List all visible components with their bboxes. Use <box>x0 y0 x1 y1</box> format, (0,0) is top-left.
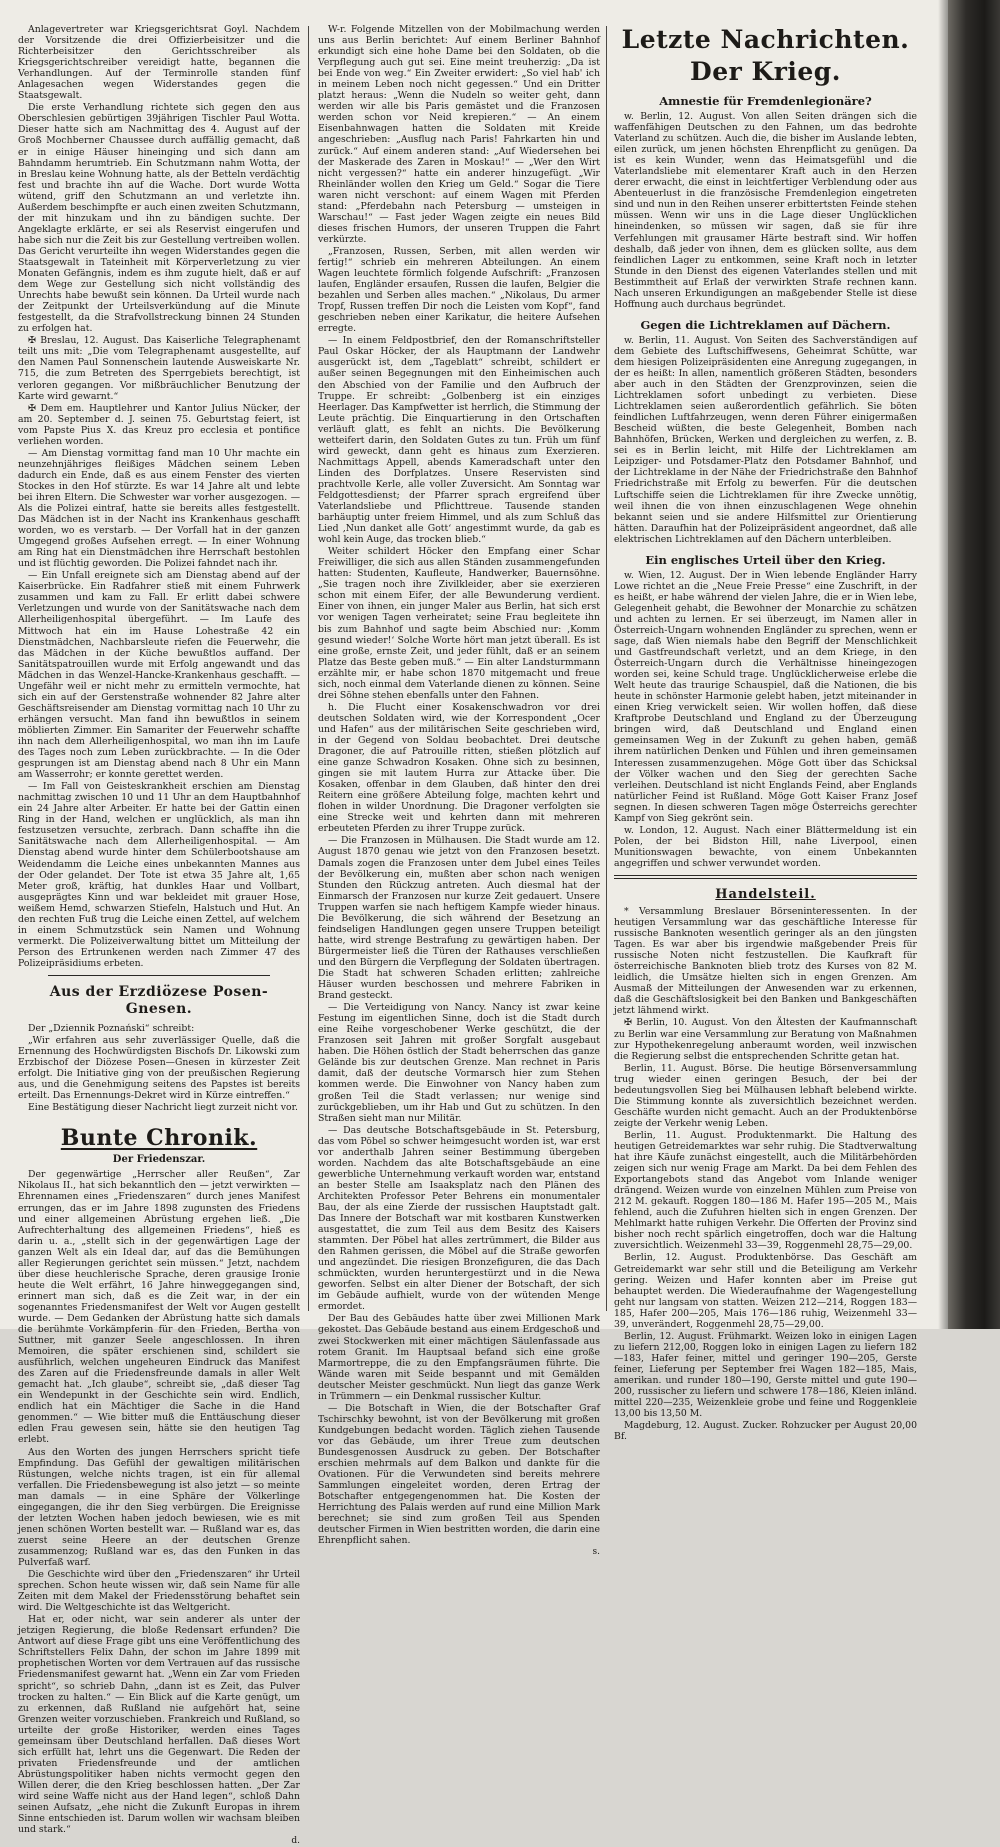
article-paragraph: „Franzosen, Russen, Serben, mit allen werden wir fertig!“ schrieb ein mehreren Abteilungen. An einem Wagen leuchtete förmlich folgende Aufschrift: „Franzosen laufen, Engländer ersaufen, Russen die laufen, Belgier die bezahlen und Serben alles machen.“ „Nikolaus, Du armer Tropf, Russen treffen Dir noch die Leisten vom Kopf“, fand geschrieben neben einer Karikatur, die heitere Aufsehen erregte. <box>318 245 600 335</box>
author-mark: d. <box>291 1836 300 1847</box>
article-paragraph: Der Bau des Gebäudes hatte über zwei Millionen Mark gekostet. Das Gebäude bestand aus einem Erdgeschoß und zwei Stockwerken mit einer mächtigen Säulenfassade aus rotem Granit. Im Hauptsaal befand sich eine große Marmortreppe, die zu den Empfangsräumen führte. Die Wände waren mit Seide bespannt und mit Gemälden deutscher Meister geschmückt. Nun liegt das ganze Werk in Trümmern — ein Denkmal russischer Kultur. <box>318 1313 600 1402</box>
column-rule <box>606 26 607 1311</box>
article-paragraph: w. Berlin, 11. August. Von Seiten des Sachverständigen auf dem Gebiete des Luftschiffwesens, Geheimrat Schütte, war dem hiesigen Polizeipräsidenten eine Anregung zugegangen, in der es heißt: In allen, namentlich größeren Städten, besonders aber auch in den Städten der Grenzprovinzen, seien die Lichtreklamen sofort unbedingt zu verbieten. Diese Lichtreklamen seien außerordentlich gefährlich. Sie böten feindlichen Luftfahrzeugen, wenn deren Führer einigermaßen Bescheid wüßten, die beste Gelegenheit, Bomben nach Bahnhöfen, Brücken, Werken und dergleichen zu werfen, z. B. sei es in Berlin leicht, mit Hilfe der Lichtreklamen am Leipziger- und Potsdamer-Platz den Potsdamer Bahnhof, und der Lichtreklame in der Nähe der Friedrichstraße den Bahnhof Friedrichstraße mit Erfolg zu bewerfen. Für die deutschen Luftschiffe seien die Lichtreklamen für ihre Zwecke unnötig, weil ihnen die von ihnen einzuschlagenen Wege ohnehin bekannt seien und sie andere Hilfsmittel zur Orientierung hätten. Daraufhin hat der Polizeipräsident angeordnet, daß alle elektrischen Lichtreklamen auf den Dächern unterbleiben. <box>614 334 917 545</box>
article-paragraph: Die erste Verhandlung richtete sich gegen den aus Oberschlesien gebürtigen 39jährigen Tischler Paul Wotta. Dieser hatte sich am Nachmittag des 4. August auf der Groß Mochberner Chaussee durch auffällig gemacht, daß er in einige Häuser hineinging und sich dann am Bahndamm herumtrieb. Ein Schutzmann nahm Wotta, der in Breslau keine Wohnung hatte, als der Betteln verdächtig fest und brachte ihn auf die Wache. Dort wurde Wotta wütend, griff den Schutzmann an und verletzte ihn. Außerdem beschimpfte er auch einen zweiten Schutzmann, der mit hinzukam und ihn zu bändigen suchte. Der Angeklagte erklärte, er sei als Reservist eingerufen und habe sich nur die Zeit bis zur Gestellung vertreiben wollen. Das Gericht verurteilte ihn wegen Widerstandes gegen die Staatsgewalt in Tateinheit mit Körperverletzung zu vier Monaten Gefängnis, indem es ihm zugute hielt, daß er auf dem Wege zur Gestellung sich nicht vollständig des Unrechts habe bewußt sein können. Da Urteil wurde nach der Zeitpunkt der Urteilsverkündung auf die Minute festgestellt, da die Strafvollstreckung binnen 24 Stunden zu erfolgen hat. <box>18 102 300 335</box>
author-mark: s. <box>592 1547 600 1558</box>
section-heading: Aus der Erzdiözese Posen-Gnesen. <box>49 983 269 1017</box>
market-report: Berlin, 12. August. Frühmarkt. Weizen loko in einigen Lagen zu liefern 212,00, Roggen loko in einigen Lagen zu liefern 182—183, Hafer feiner, mittel und geringer 190—205, Gerste feiner, Lieferung per September frei Wagen 182—185, Mais, amerikan. und runder 180—190, Gerste mittel und gute 190—200, russischer zu liefern und schwere 178—186, Kleien inländ. mittel 220—235, Weizenkleie grobe und feine und Roggenkleie 13,00 bis 13,50 M. <box>614 1330 917 1420</box>
section-divider <box>614 875 917 879</box>
market-report: Berlin, 11. August. Produktenmarkt. Die Haltung des heutigen Getreidemarktes war sehr ruhig. Die Stadtverwaltung hat ihre Käufe zunächst eingestellt, auch die Militärbehörden zeigen sich nur wenig Frage am Markt. Da bei dem Fehlen des Exportangebots stand das Angebot vom Inlande weniger drängend. Weizen wurde von einzelnen Mühlen zum Preise von 212 M. gekauft. Roggen 180—186 M. Hafer 195—205 M., Mais fehlend, auch die Zufuhren hielten sich in engen Grenzen. Der Mehlmarkt hatte ruhigen Verkehr. Die Offerten der Provinz sind bisher noch recht spärlich eingetroffen, doch war die Haltung zuversichtlich. Weizenmehl 33—39, Roggenmehl 28,75—29,00. <box>614 1129 917 1252</box>
market-report: Berlin, 12. August. Produktenbörse. Das Geschäft am Getreidemarkt war sehr still und die Beteiligung am Verkehr gering. Weizen und Hafer konnten aber im Preise gut behauptet werden. Die Wiederaufnahme der Wagengestellung geht nur langsam von statten. Weizen 212—214, Roggen 183—185, Hafer 200—205, Mais 176—186 ruhig, Weizenmehl 33—39, unverändert, Roggenmehl 28,75—29,00. <box>614 1252 917 1330</box>
market-report: * Versammlung Breslauer Börseninteressenten. In der heutigen Versammlung war das geschäftliche Interesse für russische Banknoten wesentlich geringer als an den jüngsten Tagen. Es war aber bis irgendwie maßgebender Preis für russische Noten nicht festzustellen. Die Kaufkraft für österreichische Banknoten blieb trotz des Kurses von 82 M. leidlich, die Umsätze hielten sich in engen Grenzen. Am Ausmaß der Mitteilungen der Anwesenden war zu erkennen, daß die Geschäftslosigkeit bei den Banken und Bankgeschäften jetzt lähmend wirkt. <box>614 906 917 1017</box>
article-paragraph: w. Wien, 12. August. Der in Wien lebende Engländer Harry Lowe richtet an die „Neue Freie Presse“ eine Zuschrift, in der es heißt, er habe während der vielen Jahre, die er in Wien lebe, Gelegenheit gehabt, die Bewohner der Monarchie zu schätzen und achten zu lernen. Er sei überzeugt, im Namen aller in Österreich-Ungarn wohnenden Engländer zu sprechen, wenn er sage, daß Wien niemals habe den Begriff der Menschlichkeit und Gastfreundschaft verletzt, und an dem Kriege, in den Österreich-Ungarn durch die Verhältnisse hineingezogen worden sei, keine Schuld trage. Unglücklicherweise erlebe die Welt heute das traurige Schauspiel, daß die Nationen, die bis heute in schönster Harmonie gelebt haben, jetzt miteinander in einen Krieg verwickelt seien. Wir wollen hoffen, daß diese Kraftprobe Deutschland und England zu der Überzeugung bringen wird, daß Deutschland und England einen gemeinsamen Weg in der Zukunft zu gehen haben, gemäß ihrem natürlichen Denken und Fühlen und ihren gemeinsamen Interessen zusammenzugehen. Möge Gott über das Schicksal der Völker wachen und den Sieg der gerechten Sache verleihen. Deutschland ist nicht Englands Feind, aber Englands natürlicher Feind ist Rußland. Möge Gott Kaiser Franz Josef segnen. In diesen schweren Tagen möge Österreichs gerechter Kampf von Sieg gekrönt sein. <box>614 569 917 824</box>
news-item: — Am Dienstag vormittag fand man 10 Uhr machte ein neunzehnjähriges fleißiges Mädchen seinem Leben dadurch ein Ende, daß es aus einem Fenster des vierten Stockes in den Hof stürzte. Es war 14 Jahre alt und lebte bei ihren Eltern. Die Schwester war vorher ausgezogen. — Als die Polizei eintraf, hatte sie bereits alles festgestellt. Das Mädchen ist in der Nacht ins Krankenhaus geschafft worden, wo es verstarb. — Der Vorfall hat in der ganzen Umgegend großes Aufsehen erregt. — In einer Wohnung am Ring hat ein Dienstmädchen ihre Herrschaft bestohlen und ist flüchtig geworden. Die Polizei fahndet nach ihr. <box>18 447 300 570</box>
section-heading: Bunte Chronik. <box>60 1125 258 1152</box>
news-item: ✠ Dem em. Hauptlehrer und Kantor Julius Nücker, der am 20. September d. J. seinen 75. Geburtstag feiert, ist vom Papste Pius X. das Kreuz pro ecclesia et pontifice verliehen worden. <box>18 402 300 447</box>
column-rule <box>308 26 309 1311</box>
article-paragraph: Weiter schildert Höcker den Empfang einer Schar Freiwilliger, die sich aus allen Ständen zusammengefunden hatten: Studenten, Kaufleute, Handwerker, Bauernsöhne. „Sie tragen noch ihre Zivilkleider, aber sie exerzieren schon mit einem Eifer, der alle Bewunderung verdient. Einer von ihnen, ein junger Maler aus Berlin, hat sich erst vor wenigen Tagen verheiratet; seine Frau begleitete ihn bis zum Bahnhof und sagte beim Abschied nur: ‚Komm gesund wieder!‘ Solche Worte hört man jetzt überall. Es ist eine große, ernste Zeit, und jeder fühlt, daß er an seinem Platze das Beste geben muß.“ — Ein alter Landsturmmann erzählte mir, er habe schon 1870 mitgemacht und freue sich, noch einmal dem Vaterlande dienen zu können. Seine drei Söhne stehen ebenfalls unter den Fahnen. <box>318 546 600 701</box>
column-middle <box>318 24 600 1558</box>
article-paragraph: Hat er, oder nicht, war sein anderer als unter der jetzigen Regierung, die bloße Redensart erfunden? Die Antwort auf diese Frage gibt uns eine Veröffentlichung des Schriftstellers Felix Dahn, der schon im Jahre 1899 mit prophetischen Worten vor dem Vertrauen auf das russische Friedensmanifest gewarnt hat. „Wenn ein Zar vom Frieden spricht“, so schrieb Dahn, „dann ist es Zeit, das Pulver trocken zu halten.“ — Ein Blick auf die Karte genügt, um zu erkennen, daß Rußland nie aufgehört hat, seine Grenzen weiter vorzuschieben. Frankreich und Rußland, so urteilte der große Historiker, werden eines Tages gemeinsam über Deutschland herfallen. Daß dieses Wort sich erfüllt hat, lehrt uns die Gegenwart. Die Reden der privaten Friedensfreunde und der amtlichen Abrüstungspolitiker haben nichts vermocht gegen den Willen derer, die den Krieg beschlossen hatten. „Der Zar wird seine Waffe nicht aus der Hand legen“, schloß Dahn seinen Aufsatz, „ehe nicht die Zukunft Europas in ihrem Sinne entschieden ist. Darum wollen wir wachsam bleiben und stark.“ <box>18 1614 300 1836</box>
news-item: ✠ Breslau, 12. August. Das Kaiserliche Telegraphenamt teilt uns mit: „Die vom Telegraphenamt ausgestellte, auf den Namen Paul Sonnenschein lautende Ausweiskarte Nr. 715, die zum Betreten des Sperrgebiets berechtigt, ist verloren gegangen. Vor mißbräuchlicher Benutzung der Karte wird gewarnt.“ <box>18 335 300 402</box>
market-report: ✠ Berlin, 10. August. Von den Ältesten der Kaufmannschaft zu Berlin war eine Versammlung zur Beratung von Maßnahmen zur Hypothekenregelung anberaumt worden, weil inzwischen die Regierung selbst die entsprechenden Schritte getan hat. <box>614 1017 917 1062</box>
article-paragraph: Aus den Worten des jungen Herrschers spricht tiefe Empfindung. Das Gefühl der gewaltigen militärischen Rüstungen, welche nichts tragen, ist ein für allemal verfallen. Die Friedensbewegung ist also jetzt — so meinte man damals — in eine Sphäre der Völkerlinge eingegangen, die ihr den Sieg verbürgen. Die Ereignisse der letzten Wochen haben jedoch bewiesen, wie es mit jenen schönen Worten bestellt war. — Rußland war es, das zuerst seine Heere an der deutschen Grenze zusammenzog; Rußland war es, das den Funken in das Pulverfaß warf. <box>18 1446 300 1568</box>
book-binding <box>948 0 1000 1329</box>
article-paragraph: Die Geschichte wird über den „Friedenszaren“ ihr Urteil sprechen. Schon heute wissen wir, daß sein Name für alle Zeiten mit dem Makel der Friedensstörung behaftet sein wird. Die Weltgeschichte ist das Weltgericht. <box>18 1569 300 1614</box>
column-right <box>614 24 917 1443</box>
article-paragraph: — Die Franzosen in Mülhausen. Die Stadt wurde am 12. August 1870 genau wie jetzt von den Franzosen besetzt. Damals zogen die Franzosen unter dem Jubel eines Teiles der Bevölkerung ein, mußten aber schon nach wenigen Stunden den Rückzug antreten. Auch diesmal hat der Einmarsch der Franzosen nur kurze Zeit gedauert. Unsere Truppen warfen sie nach heftigem Kampfe wieder hinaus. Die Bevölkerung, die sich während der Besetzung an feindseligen Handlungen gegen unsere Truppen beteiligt hatte, wird strenge Bestrafung zu gewärtigen haben. Der Bürgermeister ließ die Türen der Rathauses verschließen und den Bürgern die Verpflegung der Soldaten übertragen. Die Stadt hat schweren Schaden erlitten; zahlreiche Häuser wurden beschossen und mehrere Fabriken in Brand gesteckt. <box>318 835 600 1002</box>
section-heading: Letzte Nachrichten. <box>621 25 910 54</box>
article-paragraph: Der „Dziennik Poznański“ schreibt: <box>28 1022 195 1034</box>
section-heading: Handelsteil. <box>715 887 816 902</box>
article-title: Gegen die Lichtreklamen auf Dächern. <box>640 317 891 332</box>
news-item: — Im Fall von Geisteskrankheit erschien am Dienstag nachmittag zwischen 10 und 11 Uhr an dem Hauptbahnhof ein 24 Jahre alter Arbeiter. Er hatte bei der Gattin einen Ring in der Hand, welchen er unglücklich, als man ihn festzusetzen versuchte, zerbrach. Dann schaffte ihn die Sanitätswache nach dem Allerheiligenhospital. — Am Dienstag abend wurde hinter dem Schülerbootshause am Weidendamm die Leiche eines unbekannten Mannes aus der Oder gelandet. Der Tote ist etwa 35 Jahre alt, 1,65 Meter groß, kräftig, hat dunkles Haar und Vollbart, ausgeprägtes Kinn und war bekleidet mit grauer Hose, weißem Hemd, schwarzen Stiefeln, Halstuch und Hut. An den rechten Fuß trug die Leiche einen Zettel, auf welchem in einem Schmutzstück sein Namen und Wohnung vermerkt. Die Polizeiverwaltung bittet um Mitteilung der Person des Ertrunkenen werden nach Zimmer 47 des Polizeipräsidiums erbeten. <box>18 781 300 969</box>
article-paragraph: h. Die Flucht einer Kosakenschwadron vor drei deutschen Soldaten wird, wie der Korrespondent „Ocer und Hafen“ aus der militärischen Seite geschrieben wird, in der Gegend von Soldau beobachtet. Drei deutsche Dragoner, die auf Patrouille ritten, stießen plötzlich auf eine ganze Schwadron Kosaken. Ohne sich zu besinnen, gingen sie mit lautem Hurra zur Attacke über. Die Kosaken, offenbar in dem Glauben, daß hinter den drei Reitern eine größere Abteilung folge, machten kehrt und flohen in wilder Unordnung. Die Dragoner verfolgten sie eine Strecke weit und kehrten dann mit mehreren erbeuteten Pferden zu ihrer Truppe zurück. <box>318 701 600 835</box>
article-paragraph: „Wir erfahren aus sehr zuverlässiger Quelle, daß die Ernennung des Hochwürdigsten Bischofs Dr. Likowski zum Erzbischof der Diözese Posen—Gnesen in kürzester Zeit erfolgt. Die Initiative ging von der preußischen Regierung aus, und die Genehmigung seitens des Papstes ist bereits erteilt. Das Ernennungs-Dekret wird in Kürze eintreffen.“ <box>18 1035 300 1102</box>
article-paragraph: w. Berlin, 12. August. Von allen Seiten drängen sich die waffenfähigen Deutschen zu den Fahnen, um das bedrohte Vaterland zu schützen. Auch die, die bisher im Auslande lebten, eilen zurück, um jenen höchsten Ehrenpflicht zu genügen. Da ist es kein Wunder, wenn das Heimatsgefühl und die Vaterlandsliebe mit elementarer Kraft auch in den Herzen derer erwacht, die einst in leichtfertiger Verblendung oder aus Abenteuerlust in die französische Fremdenlegion eingetreten sind und nun in den Reihen unserer erbittertsten Feinde stehen müssen. Wenn wir uns in die Lage dieser Unglücklichen hineindenken, so müssen wir sagen, daß sie für ihre Verfehlungen mit grausamer Härte bestraft sind. Wir hoffen deshalb, daß jeder von ihnen, dem es glücken sollte, aus dem feindlichen Lager zu entkommen, seine Kraft noch in letzter Stunde in den Dienst des eigenen Vaterlandes stellen und mit Bestimmtheit auf Erlaß der verwirkten Strafe rechnen kann. Nach unseren Erkundigungen an maßgebender Stelle ist diese Hoffnung auch durchaus begründet. <box>614 111 917 310</box>
article-paragraph: — Das deutsche Botschaftsgebäude in St. Petersburg, das vom Pöbel so schwer heimgesucht worden ist, war erst vor anderthalb Jahren seiner Bestimmung übergeben worden. Nachdem das alte Botschaftsgebäude an eine gewerbliche Unternehmung verkauft worden war, entstand an bester Stelle am Isaaksplatz nach den Plänen des Architekten Professor Peter Behrens ein monumentaler Bau, der als eine Zierde der russischen Hauptstadt galt. Das Innere der Botschaft war mit kostbaren Kunstwerken ausgestattet, die zum Teil aus dem Besitz des Kaisers stammten. Der Pöbel hat alles zertrümmert, die Bilder aus den Rahmen gerissen, die Möbel auf die Straße geworfen und angezündet. Die riesigen Bronzefiguren, die das Dach schmückten, wurden heruntergestürzt und in die Newa geworfen. Selbst ein alter Diener der Botschaft, der sich im Gebäude aufhielt, wurde von der wütenden Menge ermordet. <box>318 1124 600 1313</box>
news-item: — Ein Unfall ereignete sich am Dienstag abend auf der Kaiserbrücke. Ein Radfahrer stieß mit einem Fuhrwerk zusammen und kam zu Fall. Er erlitt dabei schwere Verletzungen und wurde von der Sanitätswache nach dem Allerheiligenhospital übergeführt. — Im Laufe des Mittwoch hat ein im Hause Lohestraße 42 ein Dienstmädchen, Nachbarsleute riefen die Feuerwehr, die das Mädchen in der Küche bewußtlos auffand. Der Sanitätspatrouillen wurde mit Erfolg angewandt und das Mädchen in das Wenzel-Hancke-Krankenhaus geschafft. — Ungefähr weil er nicht mehr zu ermitteln vermochte, hat sich ein auf der Gerstenstraße wohnender 82 Jahre alter Geschäftsreisender am Dienstag vormittag nach 10 Uhr zu erhängen versucht. Man fand ihn bewußtlos in seinem möblierten Zimmer. Ein Samariter der Feuerwehr schaffte ihn nach dem Allerheiligenhospital, wo man ihn im Laufe des Tages noch zum Leben zurückbrachte. — In die Oder gesprungen ist am Dienstag abend nach 8 Uhr ein Mann am Wasserrohr; er konnte gerettet werden. <box>18 570 300 781</box>
article-paragraph: — In einem Feldpostbrief, den der Romanschriftsteller Paul Oskar Höcker, der als Hauptmann der Landwehr ausgerückt ist, dem „Tageblatt“ schreibt, schildert er außer seinen Begegnungen mit den Einheimischen auch den Abschied von der Familie und den Aufbruch der Truppe. Er schreibt: „Golbenberg ist ein einziges Heerlager. Das Kampfwetter ist herrlich, die Stimmung der Leute prächtig. Die Einquartierung in den Ortschaften verläuft glatt, es fehlt an nichts. Die Bevölkerung wetteifert darin, den Soldaten Gutes zu tun. Früh um fünf wird geweckt, dann geht es hinaus zum Exerzieren. Nachmittags Appell, abends Kameradschaft unter den Linden des Dorfplatzes. Unsere Reservisten sind prachtvolle Kerle, alle voller Zuversicht. Am Sonntag war Feldgottesdienst; der Pfarrer sprach ergreifend über Vaterlandsliebe und Pflichttreue. Tausende standen barhäuptig unter freiem Himmel, und als zum Schluß das Lied ‚Nun danket alle Gott‘ angestimmt wurde, da gab es wohl kein Auge, das trocken blieb.“ <box>318 335 600 546</box>
article-paragraph: Anlagevertreter war Kriegsgerichtsrat Goyl. Nachdem der Vorsitzende die drei Offizierbeisitzer und die Richterbeisitzer den Gerichtsschreiber als Kriegsgerichtschreiber vereidigt hatte, begannen die Verhandlungen. Auf der Terminrolle standen fünf Anlagesachen wegen Widerstandes gegen die Staatsgewalt. <box>18 24 300 102</box>
article-paragraph: w. London, 12. August. Nach einer Blättermeldung ist ein Polen, der bei Bidston Hill, nahe Liverpool, einen Munitionswagen bewachte, von einem Unbekannten angegriffen und schwer verwundet worden. <box>614 824 917 869</box>
article-paragraph: Eine Bestätigung dieser Nachricht liegt zurzeit nicht vor. <box>28 1102 298 1114</box>
article-title: Der Friedenszar. <box>112 1154 206 1166</box>
article-paragraph: — Die Botschaft in Wien, die der Botschafter Graf Tschirschky bewohnt, ist von der Bevölkerung mit großen Kundgebungen bedacht worden. Täglich ziehen Tausende vor das Gebäude, um ihrer Treue zum deutschen Bundesgenossen Ausdruck zu geben. Der Botschafter erschien mehrmals auf dem Balkon und dankte für die Ovationen. Für die Verwundeten sind bereits mehrere Sammlungen eingeleitet worden, deren Ertrag der Botschafter entgegengenommen hat. Die Kosten der Herrichtung des Palais werden auf rund eine Million Mark berechnet; sie sind zum großen Teil aus Spenden deutscher Firmen in Wien bestritten worden, die darin eine Ehrenpflicht sahen. <box>318 1402 600 1547</box>
article-paragraph: — Die Verteidigung von Nancy. Nancy ist zwar keine Festung im eigentlichen Sinne, doch ist die Stadt durch eine Reihe vorgeschobener Werke geschützt, die der Franzosen seit Jahren mit großer Sorgfalt ausgebaut haben. Die Höhen östlich der Stadt beherrschen das ganze Gelände bis zur deutschen Grenze. Man rechnet in Paris damit, daß der deutsche Vormarsch hier zum Stehen kommen werde. Die Einwohner von Nancy haben zum großen Teil die Stadt verlassen; nur wenige sind zurückgeblieben, um ihr Hab und Gut zu schützen. In den Straßen sieht man nur Militär. <box>318 1002 600 1124</box>
article-title: Ein englisches Urteil über den Krieg. <box>645 552 886 567</box>
section-divider <box>48 975 270 976</box>
market-report: Magdeburg, 12. August. Zucker. Rohzucker per August 20,00 Bf. <box>614 1420 917 1443</box>
section-heading: Der Krieg. <box>690 57 841 86</box>
column-left <box>18 24 300 1847</box>
article-paragraph: W-r. Folgende Mitzellen von der Mobilmachung werden uns aus Berlin berichtet: Auf einem Berliner Bahnhof erkundigt sich eine hohe Dame bei den Soldaten, ob die Verpflegung auch gut sei. Eine meint treuherzig: „Da ist bei Ende von weg.“ Ein Zweiter erwidert: „So viel hab' ich in meinem Leben noch nicht gegessen.“ Und ein Dritter platzt heraus: „Wenn die Nudeln so weiter geht, dann werden wir alle bis Paris gemästet und die Franzosen werden schon vor Neid krepieren.“ — An einem Eisenbahnwagen hatten die Soldaten mit Kreide angeschrieben: „Ausflug nach Paris! Fahrkarten hin und zurück.“ Auf einem anderen stand: „Auf Wiedersehen bei der Maskerade des Zaren in Moskau!“ — „Wer den Wirt nicht vergessen?“ hatte ein anderer hinzugefügt. „Wir Rheinländer wollen den Krieg um Geld.“ Sogar die Tiere waren nicht verschont: auf einem Wagen mit Pferden stand: „Pferdebahn nach Petersburg — umsteigen in Warschau!“ — Fast jeder Wagen zeigte ein neues Bild dieses frischen Humors, der unseren Truppen die Fahrt verkürzte. <box>318 24 600 245</box>
article-title: Amnestie für Fremdenlegionäre? <box>659 94 872 108</box>
article-paragraph: Der gegenwärtige „Herrscher aller Reußen“, Zar Nikolaus II., hat sich bekanntlich den — jetzt verwirkten — Ehrennamen eines „Friedenszaren“ durch jenes Manifest errungen, das er im Jahre 1898 zugunsten des Friedens und einer allgemeinen Abrüstung ergehen ließ. „Die Aufrechterhaltung des allgemeinen Friedens“, hieß es darin u. a., „stellt sich in der gegenwärtigen Lage der ganzen Welt als ein Ideal dar, auf das die Bemühungen aller Regierungen gerichtet sein müssen.“ Jetzt, nachdem über diese heuchlerische Sprache, deren grausige Ironie heute die Welt erfährt, 16 Jahre hinweggegangen sind, erinnert man sich, daß es die Zeit war, in der ein sogenanntes Friedensmanifest der Welt vor Augen gestellt wurde. — Dem Gedanken der Abrüstung hatte sich damals die berühmte Vorkämpferin für den Frieden, Bertha von Suttner, mit ganzer Seele angeschlossen. In ihren Memoiren, die später erschienen sind, schildert sie ausführlich, welchen ungeheuren Eindruck das Manifest des Zaren auf die Friedensfreunde damals in aller Welt gemacht hat. „Ich glaube“, schreibt sie, „daß dieser Tag ein Wendepunkt in der Geschichte sein wird. Endlich, endlich hat ein Mächtiger die Sache in die Hand genommen.“ — Wie bitter muß die Enttäuschung dieser edlen Frau gewesen sein, hätte sie den heutigen Tag erlebt. <box>18 1169 300 1446</box>
market-report: Berlin, 11. August. Börse. Die heutige Börsenversammlung trug wieder einen geringen Besuch, der bei der bedeutungsvollen Sieg bei Mülhausen lebhaft belebend wirkte. Die Stimmung konnte als zuversichtlich bezeichnet werden. Geschäfte wurden nicht gemacht. Auch an der Produktenbörse zeigte der Verkehr wenig Leben. <box>614 1062 917 1129</box>
